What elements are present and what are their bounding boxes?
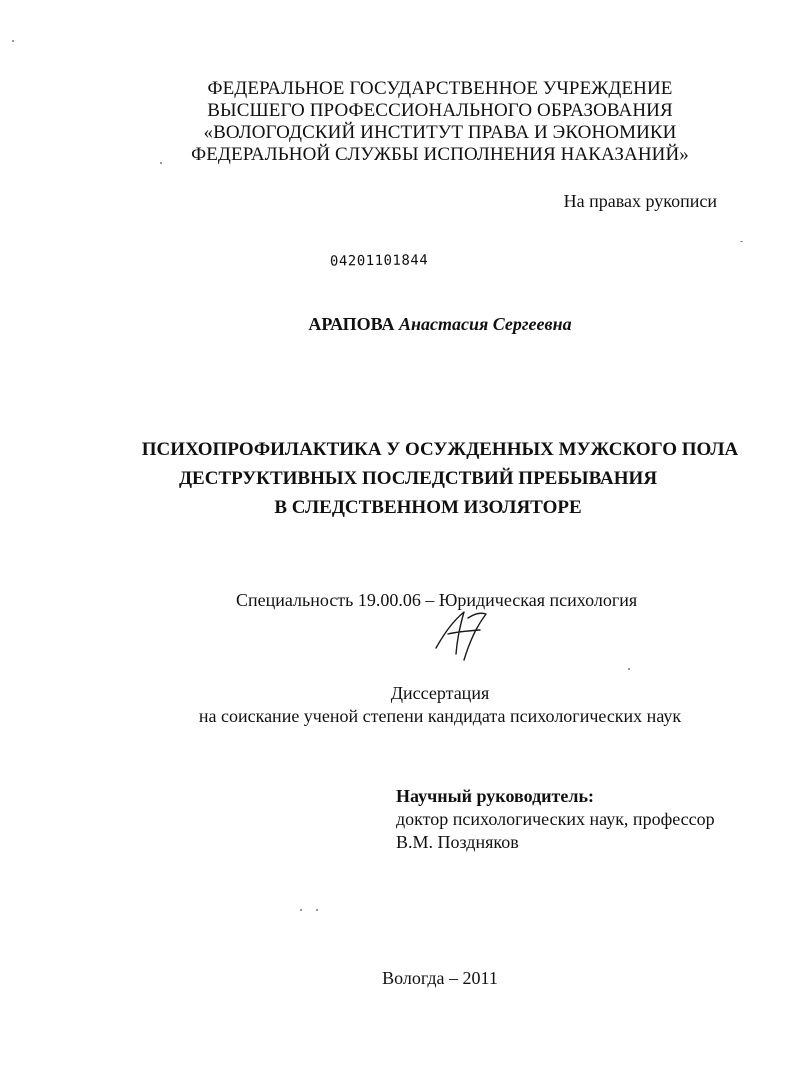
rights-note: На правах рукописи: [563, 191, 717, 211]
library-serial-number: 04201101844: [329, 252, 429, 270]
dissertation-type: [100, 682, 780, 728]
supervisor-heading: Научный руководитель:: [396, 786, 594, 806]
institution-header: [100, 78, 780, 166]
specialty-line: Специальность 19.00.06 – Юридическая психология: [236, 590, 638, 610]
scan-speck: [300, 909, 302, 911]
author-surname: АРАПОВА: [308, 314, 395, 334]
scan-speck: [316, 909, 318, 911]
title-line-2: ДЕСТРУКТИВНЫХ ПОСЛЕДСТВИЙ ПРЕБЫВАНИЯ: [178, 468, 658, 489]
title-line-1: ПСИХОПРОФИЛАКТИКА У ОСУЖДЕННЫХ МУЖСКОГО ПОЛА: [141, 439, 739, 460]
scan-speck: [12, 40, 14, 42]
author-name: [0, 314, 793, 335]
title-line-3: В СЛЕДСТВЕННОМ ИЗОЛЯТОРЕ: [274, 497, 582, 518]
supervisor-name: В.М. Поздняков: [396, 832, 519, 852]
institution-line-3: «ВОЛОГОДСКИЙ ИНСТИТУТ ПРАВА И ЭКОНОМИКИ: [203, 122, 677, 143]
author-given-names: Анастасия Сергеевна: [399, 314, 572, 334]
scientific-supervisor: [396, 785, 715, 854]
city-year: Вологда – 2011: [382, 968, 498, 988]
institution-line-2: ВЫСШЕГО ПРОФЕССИОНАЛЬНОГО ОБРАЗОВАНИЯ: [207, 100, 673, 121]
scan-speck: [160, 162, 162, 164]
scan-speck: [628, 668, 630, 670]
dissertation-label: Диссертация: [390, 683, 490, 703]
dissertation-title: [100, 435, 780, 522]
institution-line-4: ФЕДЕРАЛЬНОЙ СЛУЖБЫ ИСПОЛНЕНИЯ НАКАЗАНИЙ»: [191, 144, 689, 165]
supervisor-degree: доктор психологических наук, профессор: [396, 809, 715, 829]
handwritten-signature: [430, 604, 490, 664]
institution-line-1: ФЕДЕРАЛЬНОЕ ГОСУДАРСТВЕННОЕ УЧРЕЖДЕНИЕ: [207, 78, 673, 99]
scan-speck: [740, 241, 743, 242]
degree-sought: на соискание ученой степени кандидата психологических наук: [198, 706, 682, 726]
